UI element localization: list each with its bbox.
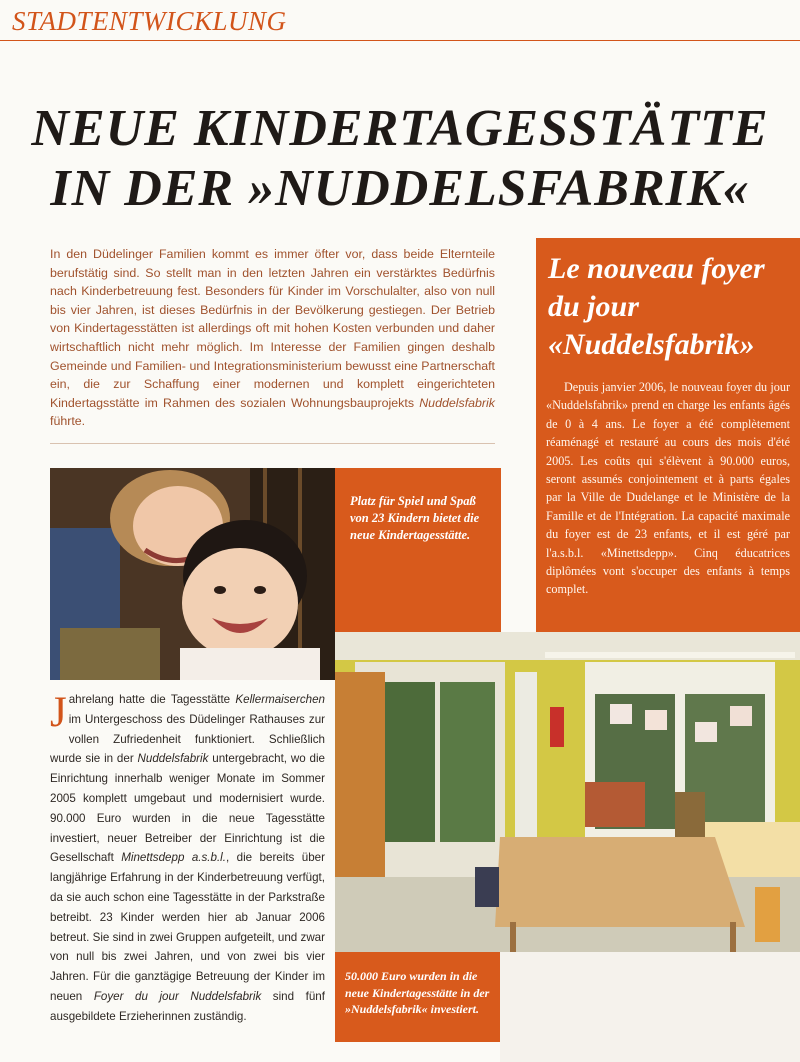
section-label: STADTENTWICKLUNG [12,6,287,36]
classroom-photo [335,632,800,952]
french-sidebar-text: Depuis janvier 2006, le nouveau foyer du jour «Nuddelsfabrik» prend en charge les enfants âgés de 0 à 4 ans. Le foyer a été complètement réaménagé et restauré au cours des mois d'été 2005. Les coûts qui s'élèvent à 90.000 euros, seront assumés conjointement et à parts égales par la Ville de Dudelange et le Ministère de la Famille et de l'Intégration. La capacité maximale du foyer est de 23 enfants, et il est géré par l'a.s.b.l. «Minettsdepp». Cinq éducatrices diplômées vont s'occuper des enfants à temps complet. [546,380,790,597]
children-photo-illustration [50,468,335,680]
body-paragraph [50,690,325,1027]
footer-blank-area [500,952,800,1062]
body-text-1: ahrelang hatte die Tagesstätte [68,693,236,706]
body-emphasis-2: Nuddelsfabrik [137,752,209,766]
photo-caption-2: 50.000 Euro wurden in die neue Kindertagesstätte in der »Nuddelsfabrik« investiert. [345,969,490,1016]
children-photo [50,468,335,680]
body-text-5: sind fünf ausgebildete Erzieherinnen zuständig. [50,989,325,1023]
intro-paragraph [50,245,495,431]
headline-line-2: IN DER »NUDDELSFABRIK« [50,160,750,217]
french-sidebar-title: Le nouveau foyer du jour «Nuddelsfabrik» [548,252,765,361]
body-text-2: im Untergeschoss des Düdelinger Rathauses zur vollen Zufriedenheit funktioniert. Schließlich wurde sie in der [50,712,325,766]
body-emphasis-1: Kellermaiserchen [235,693,325,706]
intro-text: In den Düdelinger Familien kommt es immer öfter vor, dass beide Elternteile berufstätig sind. So stellt man in den letzten Jahren ein verstärktes Bedürfnis nach Kinderbetreuung fest. Besonders für Kinder im Vorschulalter, also von null bis vier Jahren, ist dieses Bedürfnis in der Bevölkerung gestiegen. Der Betrieb von Kindertagesstätten ist allerdings oft mit hohen Kosten verbunden und daher wirtschaftlich nicht mehr möglich. Im Interesse der Familien gingen deshalb Gemeinde und Familien- und Integrationsministerium bewusst eine Partnerschaft ein, die zur Schaffung einer modernen und komplett eingerichteten Kindertagsstätte im Rahmen des sozialen Wohnungsbauprojekts [50,247,495,410]
intro-text-end: führte. [50,414,86,429]
headline-line-1: NEUE KINDERTAGESSTÄTTE [31,100,769,157]
body-emphasis-4: Foyer du jour Nuddelsfabrik [93,989,262,1003]
body-text-3: untergebracht, wo die Einrichtung innerhalb weniger Monate im Sommer 2005 komplett umgebaut und modernisiert wurde. 90.000 Euro wurden in die neue Tagesstätte investiert, neuer Betreiber der Einrichtung ist die Gesellschaft [50,752,325,865]
intro-emphasis: Nuddelsfabrik [419,395,495,410]
intro-divider [50,443,495,444]
header-rule [0,40,800,41]
photo-caption-1: Platz für Spiel und Spaß von 23 Kindern bietet die neue Kindertagesstätte. [350,494,480,542]
body-emphasis-3: Minettsdepp a.s.b.l. [121,851,226,865]
drop-cap: J [50,689,67,736]
body-text-4: , die bereits über langjährige Erfahrung in der Kinderbetreuung verfügt, da sie auch schon eine Tagesstätte in der Parkstraße betreibt. 23 Kinder werden hier ab Januar 2006 betreut. Sie sind in zwei Gruppen aufgeteilt, und zwar von null bis zwei Jahren, und von zwei bis vier Jahren. Für die ganztägige Betreuung der Kinder im neuen [50,851,325,1003]
classroom-photo-illustration [335,632,800,952]
